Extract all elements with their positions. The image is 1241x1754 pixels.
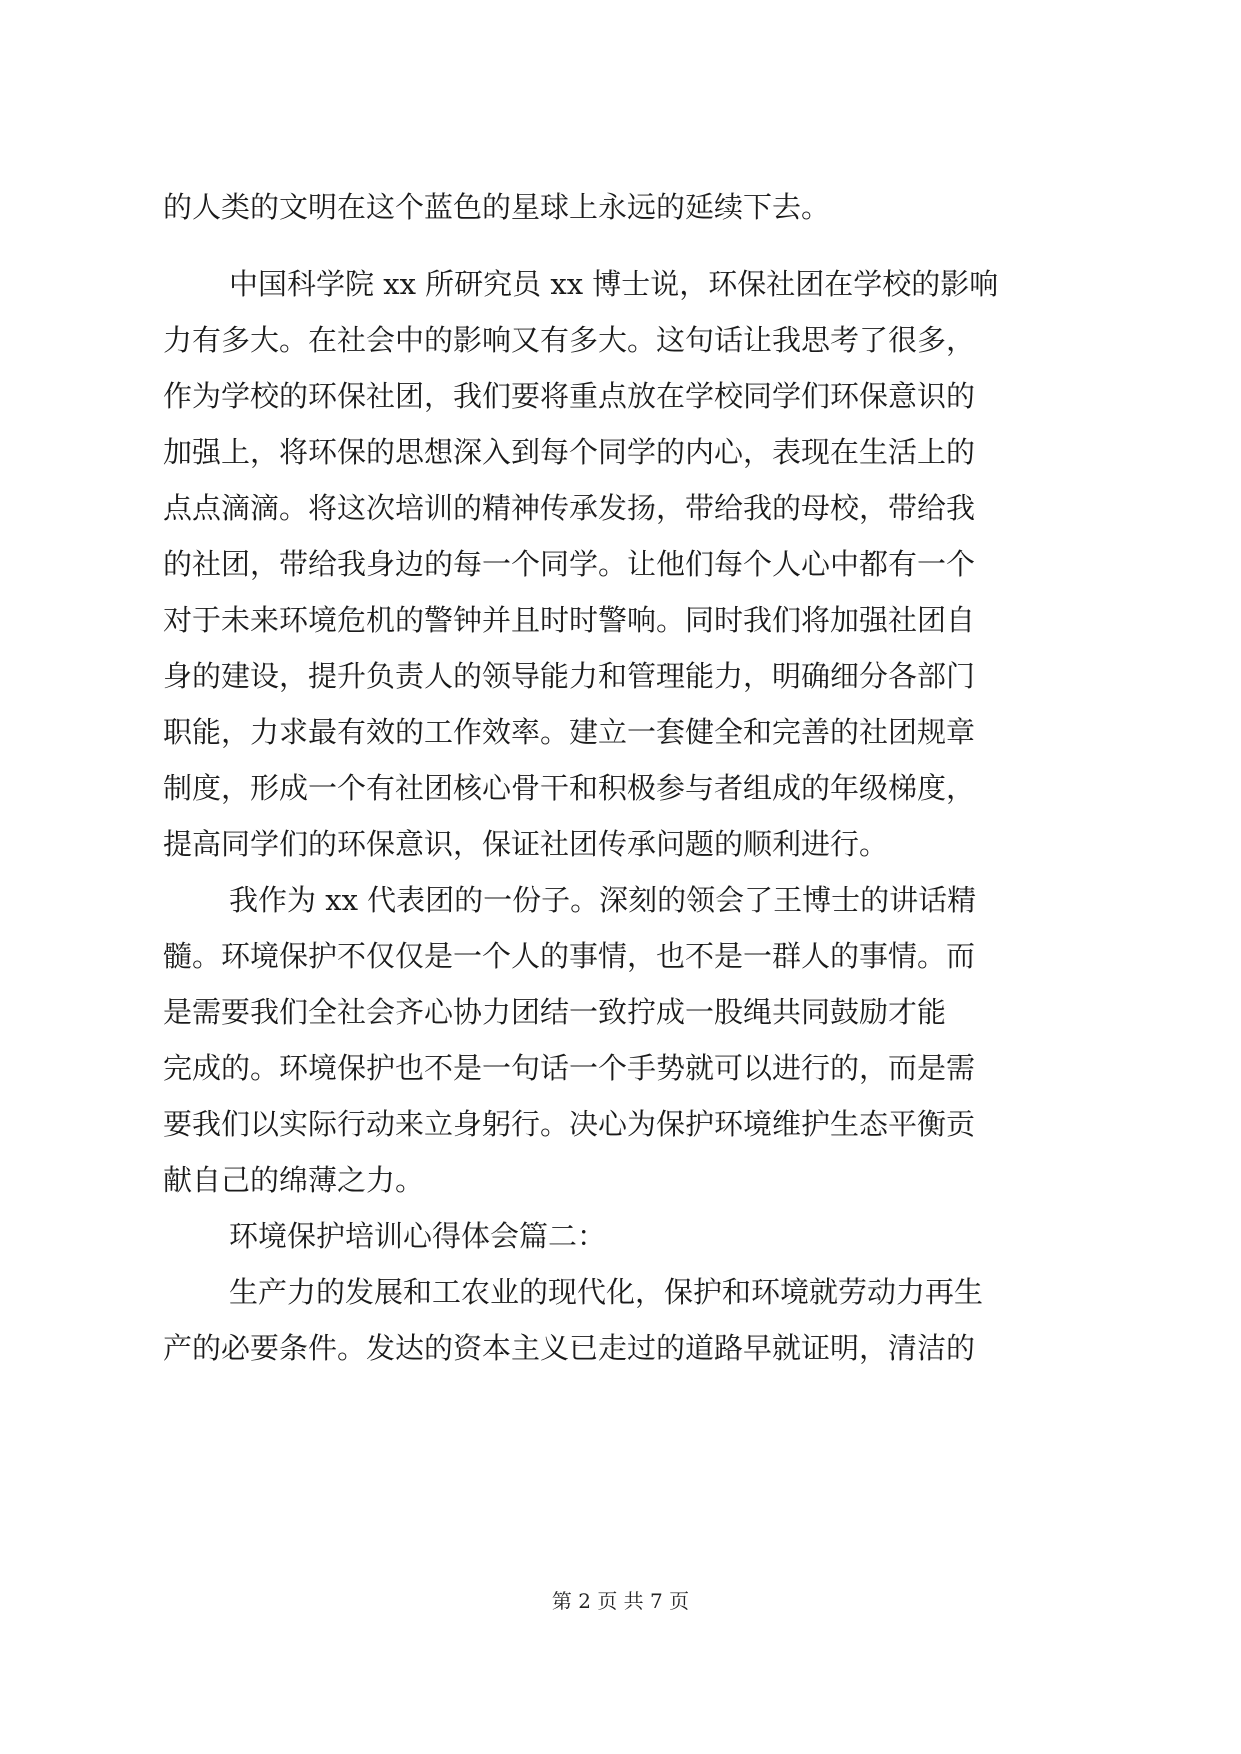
paragraph-line: 髓。环境保护不仅仅是一个人的事情，也不是一群人的事情。而 xyxy=(163,939,976,973)
paragraph-line: 要我们以实际行动来立身躬行。决心为保护环境维护生态平衡贡 xyxy=(163,1107,976,1141)
paragraph-line: 提高同学们的环保意识，保证社团传承问题的顺利进行。 xyxy=(163,827,889,861)
paragraph-line: 职能，力求最有效的工作效率。建立一套健全和完善的社团规章 xyxy=(163,715,976,749)
paragraph-line: 完成的。环境保护也不是一句话一个手势就可以进行的，而是需 xyxy=(163,1051,976,1085)
paragraph-line: 制度，形成一个有社团核心骨干和积极参与者组成的年级梯度， xyxy=(163,771,976,805)
page-number-footer: 第 2 页 共 7 页 xyxy=(551,1589,690,1613)
paragraph-line: 我作为 xx 代表团的一份子。深刻的领会了王博士的讲话精 xyxy=(229,883,977,917)
paragraph-line: 产的必要条件。发达的资本主义已走过的道路早就证明，清洁的 xyxy=(163,1331,976,1365)
paragraph-line: 点点滴滴。将这次培训的精神传承发扬，带给我的母校，带给我 xyxy=(163,491,976,525)
paragraph-line: 对于未来环境危机的警钟并且时时警响。同时我们将加强社团自 xyxy=(163,603,976,637)
paragraph-line: 力有多大。在社会中的影响又有多大。这句话让我思考了很多， xyxy=(163,323,976,357)
paragraph-line: 是需要我们全社会齐心协力团结一致拧成一股绳共同鼓励才能 xyxy=(163,995,947,1029)
paragraph-line: 的社团，带给我身边的每一个同学。让他们每个人心中都有一个 xyxy=(163,547,976,581)
paragraph-line: 加强上，将环保的思想深入到每个同学的内心，表现在生活上的 xyxy=(163,435,976,469)
paragraph-line: 身的建设，提升负责人的领导能力和管理能力，明确细分各部门 xyxy=(163,659,976,693)
section-heading: 环境保护培训心得体会篇二： xyxy=(229,1219,607,1253)
paragraph-line: 献自己的绵薄之力。 xyxy=(163,1163,425,1197)
paragraph-line: 生产力的发展和工农业的现代化，保护和环境就劳动力再生 xyxy=(229,1275,984,1309)
paragraph-line: 作为学校的环保社团，我们要将重点放在学校同学们环保意识的 xyxy=(163,379,976,413)
paragraph-line: 的人类的文明在这个蓝色的星球上永远的延续下去。 xyxy=(163,190,831,224)
paragraph-line: 中国科学院 xx 所研究员 xx 博士说，环保社团在学校的影响 xyxy=(229,267,999,301)
